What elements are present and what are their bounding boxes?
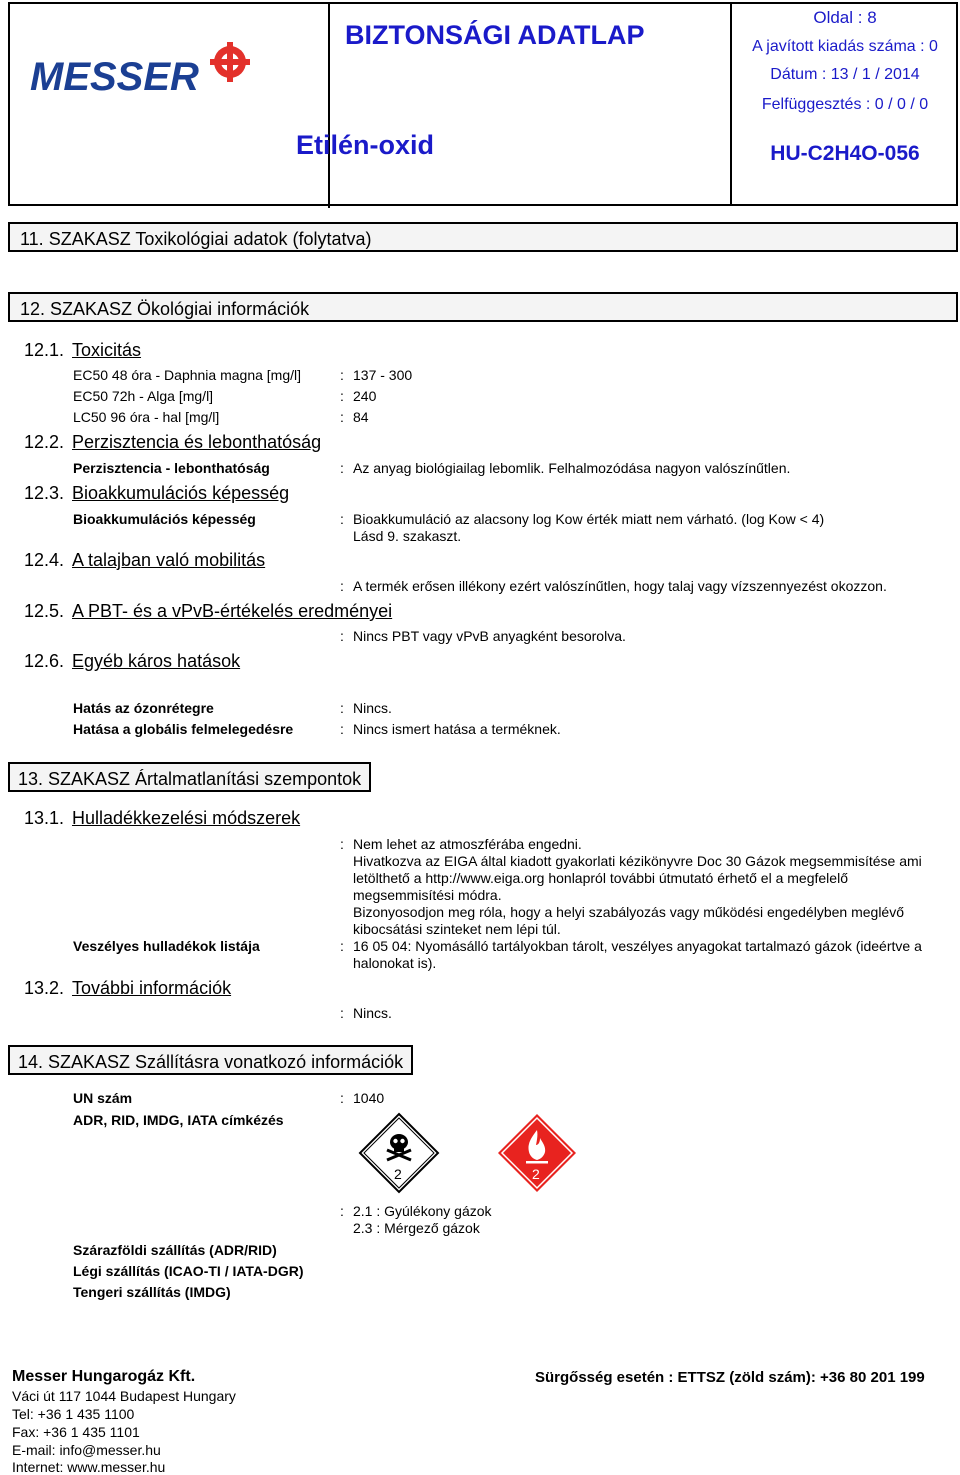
colon: : <box>340 721 344 737</box>
ozone-label: Hatás az ózonrétegre <box>73 700 214 716</box>
section-14-banner: 14. SZAKASZ Szállításra vonatkozó információk <box>8 1045 413 1075</box>
hazard-class-line: 2.3 : Mérgező gázok <box>353 1220 480 1236</box>
subsection-title: További információk <box>72 978 232 998</box>
footer-tel: Tel: +36 1 435 1100 <box>12 1406 135 1422</box>
more-info-value: Nincs. <box>353 1005 392 1021</box>
tox-label-daphnia: EC50 48 óra - Daphnia magna [mg/l] <box>73 367 302 383</box>
footer-email: E-mail: info@messer.hu <box>12 1442 161 1458</box>
document-header <box>8 2 958 206</box>
hazardous-waste-value <box>353 938 922 972</box>
tox-label-alga: EC50 72h - Alga [mg/l] <box>73 388 214 404</box>
pictogram-class-number: 2 <box>394 1166 402 1182</box>
colon: : <box>340 700 344 716</box>
section-12-banner: 12. SZAKASZ Ökológiai információk <box>8 292 958 322</box>
pbt-value: Nincs PBT vagy vPvB anyagként besorolva. <box>353 628 626 644</box>
subsection-title: Egyéb káros hatások <box>72 651 241 671</box>
labelling-label: ADR, RID, IMDG, IATA címkézés <box>73 1112 284 1128</box>
revision-number: A javított kiadás száma : 0 <box>752 38 938 55</box>
persistence-label: Perzisztencia - lebonthatóság <box>73 460 270 476</box>
subsection-12-3 <box>24 483 289 504</box>
section-11-banner: 11. SZAKASZ Toxikológiai adatok (folytatva) <box>8 222 958 252</box>
flammable-gas-pictogram <box>496 1112 578 1194</box>
mobility-value: A termék erősen illékony ezért valószínűtlen, hogy talaj vagy vízszennyezést okozzon. <box>353 578 887 594</box>
subsection-number: 12.6. <box>24 651 65 671</box>
footer-address: Váci út 117 1044 Budapest Hungary <box>12 1388 236 1404</box>
page-number: Oldal : 8 <box>813 8 877 27</box>
colon: : <box>340 409 344 425</box>
hazardous-waste-line: 16 05 04: Nyomásálló tartályokban tárolt, veszélyes anyagokat tartalmazó gázok (ideértve a <box>353 938 922 954</box>
subsection-12-4 <box>24 550 265 571</box>
subsection-number: 13.2. <box>24 978 65 998</box>
subsection-12-6 <box>24 651 240 672</box>
global-warming-label: Hatása a globális felmelegedésre <box>73 721 294 737</box>
messer-logo <box>10 4 326 204</box>
footer-web: Internet: www.messer.hu <box>12 1459 166 1475</box>
bioaccumulation-label: Bioakkumulációs képesség <box>73 511 256 527</box>
ozone-value: Nincs. <box>353 700 392 716</box>
subsection-title: Bioakkumulációs képesség <box>72 483 290 503</box>
hazard-class-line: 2.1 : Gyúlékony gázok <box>353 1203 492 1219</box>
subsection-number: 12.2. <box>24 432 65 452</box>
bioaccumulation-line: Bioakkumuláció az alacsony log Kow érték miatt nem várható. (log Kow < 4) <box>353 511 825 527</box>
colon: : <box>340 628 344 644</box>
document-date: Dátum : 13 / 1 / 2014 <box>770 66 920 83</box>
section-13-banner: 13. SZAKASZ Ártalmatlanítási szempontok <box>8 762 371 792</box>
persistence-value: Az anyag biológiailag lebomlik. Felhalmozódása nagyon valószínűtlen. <box>353 460 791 476</box>
tox-value-daphnia: 137 - 300 <box>353 367 413 383</box>
document-code: HU-C2H4O-056 <box>770 142 920 165</box>
colon: : <box>340 511 344 527</box>
subsection-12-1 <box>24 340 141 361</box>
subsection-title: A talajban való mobilitás <box>72 550 266 570</box>
subsection-number: 12.3. <box>24 483 65 503</box>
subsection-12-5 <box>24 601 392 622</box>
colon: : <box>340 938 344 954</box>
subsection-number: 13.1. <box>24 808 65 828</box>
un-number-value: 1040 <box>353 1090 385 1106</box>
bioaccumulation-value <box>353 511 824 545</box>
subsection-number: 12.1. <box>24 340 65 360</box>
subsection-number: 12.5. <box>24 601 65 621</box>
document-title: BIZTONSÁGI ADATLAP <box>345 20 645 50</box>
colon: : <box>340 836 344 852</box>
suspension-info: Felfüggesztés : 0 / 0 / 0 <box>761 96 929 113</box>
header-meta <box>730 4 956 204</box>
subsection-13-2 <box>24 978 231 999</box>
waste-line: Bizonyosodjon meg róla, hogy a helyi szabályozás vagy működési engedélyben meglévő <box>353 904 904 920</box>
subsection-title: A PBT- és a vPvB-értékelés eredményei <box>72 601 393 621</box>
tox-label-fish: LC50 96 óra - hal [mg/l] <box>73 409 220 425</box>
subsection-12-2 <box>24 432 321 453</box>
svg-text:MESSER: MESSER <box>30 55 199 99</box>
un-number-label: UN szám <box>73 1090 133 1106</box>
bioaccumulation-line: Lásd 9. szakaszt. <box>353 528 462 544</box>
waste-line: megsemmisítési módra. <box>353 887 502 903</box>
product-name: Etilén-oxid <box>296 130 435 160</box>
global-warming-value: Nincs ismert hatása a terméknek. <box>353 721 561 737</box>
hazardous-waste-label: Veszélyes hulladékok listája <box>73 938 260 954</box>
waste-line: kibocsátási szinteket nem lépi túl. <box>353 921 561 937</box>
colon: : <box>340 388 344 404</box>
subsection-title: Hulladékkezelési módszerek <box>72 808 301 828</box>
logo-area <box>10 4 330 208</box>
land-transport-label: Szárazföldi szállítás (ADR/RID) <box>73 1242 277 1258</box>
footer-fax: Fax: +36 1 435 1101 <box>12 1424 140 1440</box>
tox-value-fish: 84 <box>353 409 369 425</box>
waste-line: letölthető a http://www.eiga.org honlapról további útmutató érhető el a megfelelő <box>353 870 848 886</box>
colon: : <box>340 367 344 383</box>
subsection-13-1 <box>24 808 300 829</box>
subsection-title: Perzisztencia és lebonthatóság <box>72 432 322 452</box>
subsection-number: 12.4. <box>24 550 65 570</box>
colon: : <box>340 1090 344 1106</box>
sea-transport-label: Tengeri szállítás (IMDG) <box>73 1284 231 1300</box>
waste-methods-text <box>353 836 922 938</box>
waste-line: Hivatkozva az EIGA által kiadott gyakorlati kézikönyvre Doc 30 Gázok megsemmisítése ami <box>353 853 922 869</box>
subsection-title: Toxicitás <box>72 340 142 360</box>
colon: : <box>340 1203 344 1219</box>
colon: : <box>340 578 344 594</box>
footer-company: Messer Hungarogáz Kft. <box>12 1368 196 1385</box>
hazardous-waste-line: halonokat is). <box>353 955 437 971</box>
air-transport-label: Légi szállítás (ICAO-TI / IATA-DGR) <box>73 1263 304 1279</box>
footer-emergency: Sürgősség esetén : ETTSZ (zöld szám): +36 80 201 199 <box>535 1369 925 1386</box>
toxic-gas-pictogram <box>358 1112 440 1194</box>
tox-value-alga: 240 <box>353 388 377 404</box>
colon: : <box>340 1005 344 1021</box>
colon: : <box>340 460 344 476</box>
pictogram-class-number: 2 <box>532 1166 540 1182</box>
waste-line: Nem lehet az atmoszférába engedni. <box>353 836 582 852</box>
hazard-classes <box>353 1203 492 1237</box>
